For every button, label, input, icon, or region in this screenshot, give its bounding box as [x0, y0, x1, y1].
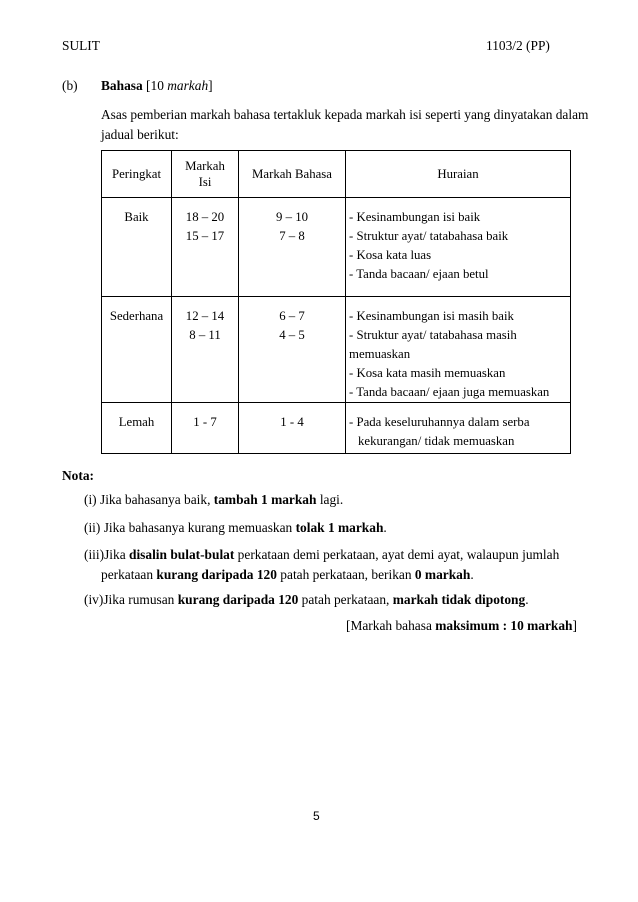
note-line: [84, 565, 559, 585]
summary-text: [Markah bahasa: [346, 618, 436, 633]
note-text: .: [525, 592, 529, 607]
cell-isi: [172, 403, 239, 454]
header-markah-bahasa: Markah Bahasa: [239, 151, 346, 198]
table-header-row: [102, 151, 571, 198]
note-bold: kurang daripada 120: [156, 567, 277, 582]
table-row: [102, 403, 571, 454]
section-title-italic: markah: [167, 78, 209, 93]
note-item-1: [84, 490, 343, 510]
cell-huraian: [346, 198, 571, 297]
cell-isi-line: 1 - 7: [193, 415, 217, 429]
note-item-4: [84, 590, 529, 610]
cell-bahasa-line: 1 - 4: [280, 415, 304, 429]
cell-bahasa-line: 6 – 7: [279, 309, 305, 323]
huraian-line: - Struktur ayat/ tatabahasa masih: [349, 328, 517, 342]
cell-bahasa: [239, 403, 346, 454]
section-title-bold: Bahasa: [101, 78, 143, 93]
note-number: (ii): [84, 520, 104, 535]
cell-peringkat: [102, 198, 172, 297]
huraian-line: - Kesinambungan isi baik: [349, 210, 481, 224]
cell-peringkat-text: Sederhana: [109, 309, 164, 323]
note-text: .: [383, 520, 387, 535]
note-bold: 0 markah: [414, 567, 471, 582]
huraian-line: - Kosa kata luas: [349, 248, 432, 262]
header-right: 1103/2 (PP): [486, 38, 550, 53]
note-text: lagi.: [316, 492, 344, 507]
note-number: (i): [84, 492, 100, 507]
huraian-line: memuaskan: [349, 347, 411, 361]
note-text: Jika bahasanya baik,: [100, 492, 214, 507]
cell-isi-line: 8 – 11: [189, 328, 221, 342]
table-row: [102, 198, 571, 297]
note-bold: kurang daripada 120: [177, 592, 299, 607]
cell-bahasa: [239, 297, 346, 403]
note-bold: markah tidak dipotong: [392, 592, 526, 607]
table-row: [102, 297, 571, 403]
cell-isi: [172, 297, 239, 403]
page-number: 5: [313, 809, 320, 823]
summary-line: [346, 618, 577, 634]
cell-peringkat-text: Lemah: [118, 415, 155, 429]
huraian-line: - Kosa kata masih memuaskan: [349, 366, 506, 380]
note-text: Jika: [104, 547, 130, 562]
cell-isi-line: 18 – 20: [185, 210, 225, 224]
cell-bahasa: [239, 198, 346, 297]
note-item-2: [84, 518, 387, 538]
header-markah-isi-line-2: Isi: [198, 175, 212, 189]
cell-peringkat: [102, 297, 172, 403]
huraian-line: - Pada keseluruhannya dalam serba: [349, 415, 530, 429]
note-text: .: [470, 567, 474, 582]
cell-peringkat: [102, 403, 172, 454]
cell-peringkat-text: Baik: [124, 210, 149, 224]
note-text: perkataan demi perkataan, ayat demi ayat, walaupun jumlah: [234, 547, 560, 562]
header-markah-isi: [172, 151, 239, 198]
header-peringkat: Peringkat: [102, 151, 172, 198]
huraian-line: - Kesinambungan isi masih baik: [349, 309, 514, 323]
cell-isi-line: 12 – 14: [185, 309, 225, 323]
note-number: (iv): [84, 592, 104, 607]
cell-huraian: [346, 297, 571, 403]
note-text: patah perkataan,: [298, 592, 393, 607]
cell-isi: [172, 198, 239, 297]
section-letter: (b): [62, 78, 78, 93]
note-item-3: [84, 545, 559, 585]
cell-bahasa-line: 9 – 10: [276, 210, 308, 224]
note-text: Jika bahasanya kurang memuaskan: [103, 520, 296, 535]
huraian-line: kekurangan/ tidak memuaskan: [358, 434, 515, 448]
header-left: SULIT: [62, 38, 100, 53]
note-text: perkataan: [101, 567, 157, 582]
huraian-line: - Tanda bacaan/ ejaan betul: [349, 267, 489, 281]
note-text: Jika rumusan: [103, 592, 178, 607]
header-huraian: Huraian: [346, 151, 571, 198]
note-number: (iii): [84, 547, 105, 562]
note-bold: tolak 1 markah: [295, 520, 384, 535]
section-title-rest: [10: [142, 78, 168, 93]
section-title: [101, 78, 213, 94]
header-markah-isi-line-1: Markah: [185, 159, 225, 173]
summary-text: ]: [572, 618, 577, 633]
note-bold: tambah 1 markah: [213, 492, 317, 507]
marking-table: [101, 150, 571, 454]
nota-title: Nota:: [62, 468, 94, 483]
note-text: patah perkataan, berikan: [276, 567, 415, 582]
cell-bahasa-line: 7 – 8: [279, 229, 305, 243]
intro-paragraph: [101, 105, 588, 145]
section-title-close: ]: [208, 78, 213, 93]
cell-isi-line: 15 – 17: [185, 229, 225, 243]
huraian-line: - Tanda bacaan/ ejaan juga memuaskan: [349, 385, 550, 399]
huraian-line: - Struktur ayat/ tatabahasa baik: [349, 229, 509, 243]
intro-line-1: Asas pemberian markah bahasa tertakluk kepada markah isi seperti yang dinyatakan dalam: [101, 107, 589, 122]
note-bold: disalin bulat-bulat: [129, 547, 235, 562]
cell-huraian: [346, 403, 571, 454]
cell-bahasa-line: 4 – 5: [279, 328, 305, 342]
note-line: [84, 547, 559, 562]
intro-line-2: jadual berikut:: [101, 127, 179, 142]
summary-bold: maksimum : 10 markah: [435, 618, 573, 633]
